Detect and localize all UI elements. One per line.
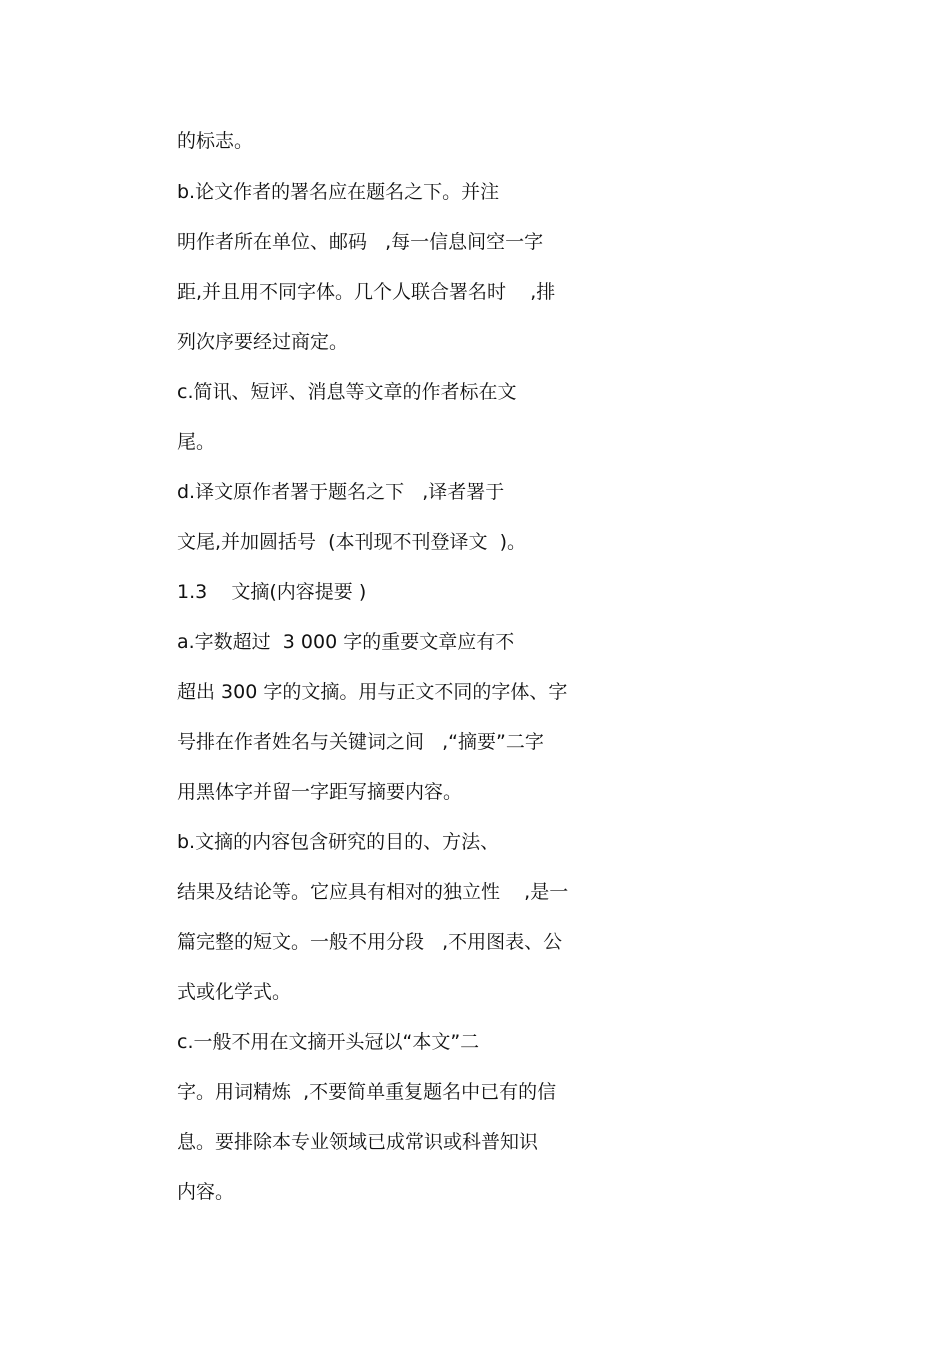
text-line: 用黑体字并留一字距写摘要内容。 <box>177 781 463 803</box>
text-line: 明作者所在单位、邮码 ,每一信息间空一字 <box>177 231 544 253</box>
text-line: 尾。 <box>177 431 216 453</box>
section-heading: 1.3 文摘(内容提要 ) <box>177 581 367 603</box>
text-line: 字。用词精炼 ,不要简单重复题名中已有的信 <box>177 1081 557 1103</box>
text-line: 息。要排除本专业领域已成常识或科普知识 <box>177 1131 539 1153</box>
text-line: d.译文原作者署于题名之下 ,译者署于 <box>177 481 505 503</box>
text-line: 文尾,并加圆括号 (本刊现不刊登译文 )。 <box>177 531 527 553</box>
text-line: 篇完整的短文。一般不用分段 ,不用图表、公 <box>177 931 563 953</box>
text-line: 内容。 <box>177 1181 235 1203</box>
text-line: b.论文作者的署名应在题名之下。并注 <box>177 181 500 203</box>
text-line: b.文摘的内容包含研究的目的、方法、 <box>177 831 500 853</box>
text-line: 式或化学式。 <box>177 981 292 1003</box>
text-line: 超出 300 字的文摘。用与正文不同的字体、字 <box>177 681 568 703</box>
text-line: c.简讯、短评、消息等文章的作者标在文 <box>177 381 517 403</box>
text-line: c.一般不用在文摘开头冠以“本文”二 <box>177 1031 480 1053</box>
text-line: a.字数超过 3 000 字的重要文章应有不 <box>177 631 515 653</box>
text-line: 列次序要经过商定。 <box>177 331 349 353</box>
text-line: 距,并且用不同字体。几个人联合署名时 ,排 <box>177 281 556 303</box>
text-line: 结果及结论等。它应具有相对的独立性 ,是一 <box>177 881 569 903</box>
text-line: 号排在作者姓名与关键词之间 ,“摘要”二字 <box>177 731 544 753</box>
text-line: 的标志。 <box>177 130 254 152</box>
